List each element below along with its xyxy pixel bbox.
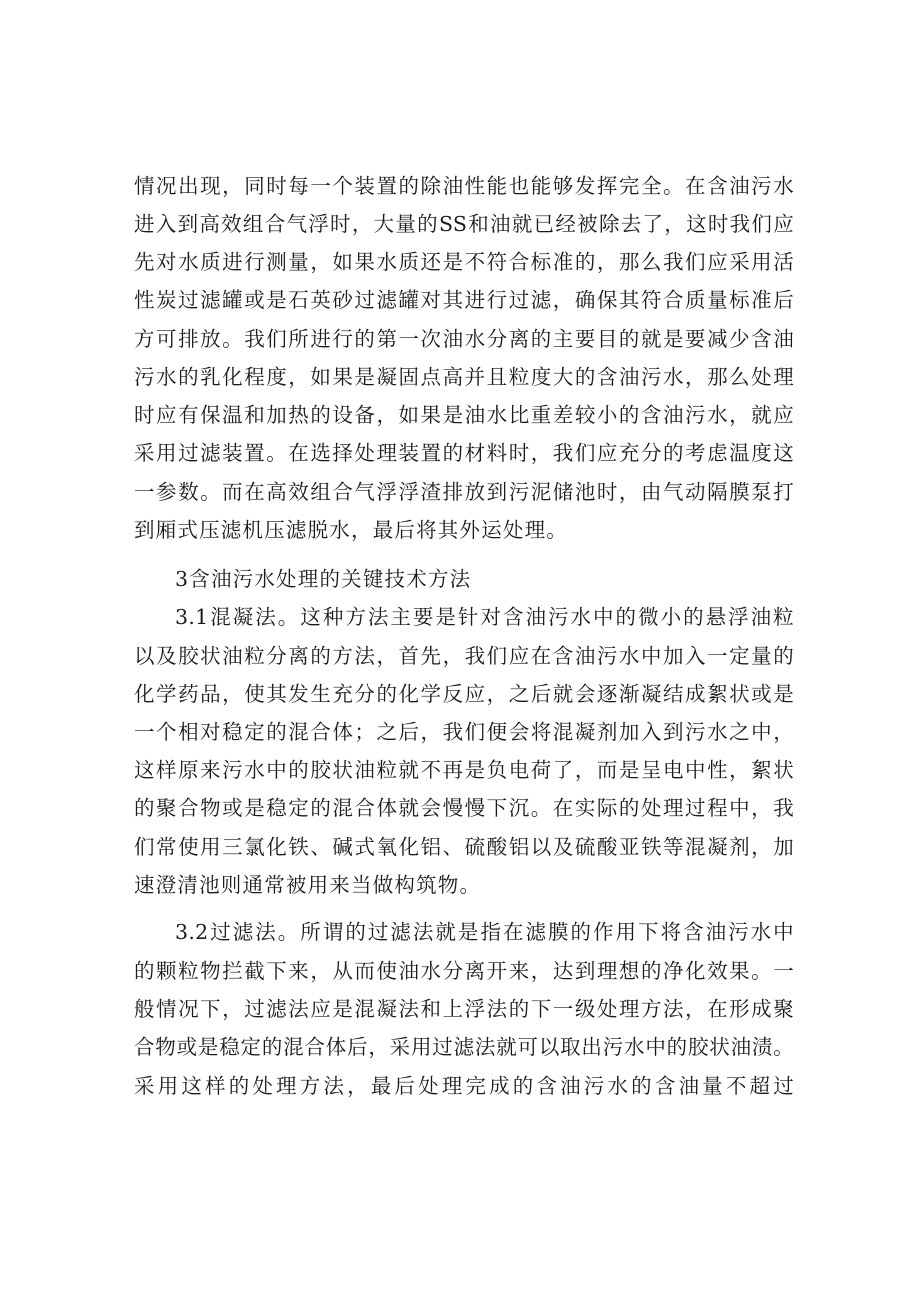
text-line: 合物或是稳定的混合体后，采用过滤法就可以取出污水中的胶状油渍。 bbox=[134, 1035, 794, 1059]
text-line: 时应有保温和加热的设备，如果是油水比重差较小的含油污水，就应 bbox=[134, 403, 794, 427]
text-line: 一个相对稳定的混合体；之后，我们便会将混凝剂加入到污水之中， bbox=[134, 720, 794, 744]
text-line: 3.2过滤法。所谓的过滤法就是指在滤膜的作用下将含油污水中 bbox=[175, 920, 794, 944]
text-line: 般情况下，过滤法应是混凝法和上浮法的下一级处理方法，在形成聚 bbox=[134, 997, 794, 1021]
text-line: 先对水质进行测量，如果水质还是不符合标准的，那么我们应采用活 bbox=[134, 250, 794, 274]
text-line: 的颗粒物拦截下来，从而使油水分离开来，达到理想的净化效果。一 bbox=[134, 959, 794, 983]
text-line: 到厢式压滤机压滤脱水，最后将其外运处理。 bbox=[134, 518, 568, 542]
text-line: 速澄清池则通常被用来当做构筑物。 bbox=[134, 873, 482, 897]
text-line: 采用这样的处理方法，最后处理完成的含油污水的含油量不超过 bbox=[134, 1074, 794, 1098]
text-line: 们常使用三氯化铁、碱式氧化铝、硫酸铝以及硫酸亚铁等混凝剂，加 bbox=[134, 835, 794, 859]
text-line: 的聚合物或是稳定的混合体就会慢慢下沉。在实际的处理过程中，我 bbox=[134, 796, 794, 820]
text-line: 性炭过滤罐或是石英砂过滤罐对其进行过滤，确保其符合质量标准后 bbox=[134, 288, 794, 312]
text-line: 方可排放。我们所进行的第一次油水分离的主要目的就是要减少含油 bbox=[134, 327, 794, 351]
text-line: 情况出现，同时每一个装置的除油性能也能够发挥完全。在含油污水 bbox=[134, 174, 794, 198]
text-line: 进入到高效组合气浮时，大量的SS和油就已经被除去了，这时我们应 bbox=[134, 212, 794, 236]
text-line: 一参数。而在高效组合气浮浮渣排放到污泥储池时，由气动隔膜泵打 bbox=[134, 480, 794, 504]
text-line: 化学药品，使其发生充分的化学反应，之后就会逐渐凝结成絮状或是 bbox=[134, 682, 794, 706]
text-line: 以及胶状油粒分离的方法，首先，我们应在含油污水中加入一定量的 bbox=[134, 644, 794, 668]
text-line: 污水的乳化程度，如果是凝固点高并且粒度大的含油污水，那么处理 bbox=[134, 365, 794, 389]
section-heading: 3含油污水处理的关键技术方法 bbox=[175, 567, 472, 591]
text-line: 3.1混凝法。这种方法主要是针对含油污水中的微小的悬浮油粒 bbox=[175, 605, 794, 629]
text-line: 采用过滤装置。在选择处理装置的材料时，我们应充分的考虑温度这 bbox=[134, 441, 794, 465]
text-line: 这样原来污水中的胶状油粒就不再是负电荷了，而是呈电中性，絮状 bbox=[134, 758, 794, 782]
